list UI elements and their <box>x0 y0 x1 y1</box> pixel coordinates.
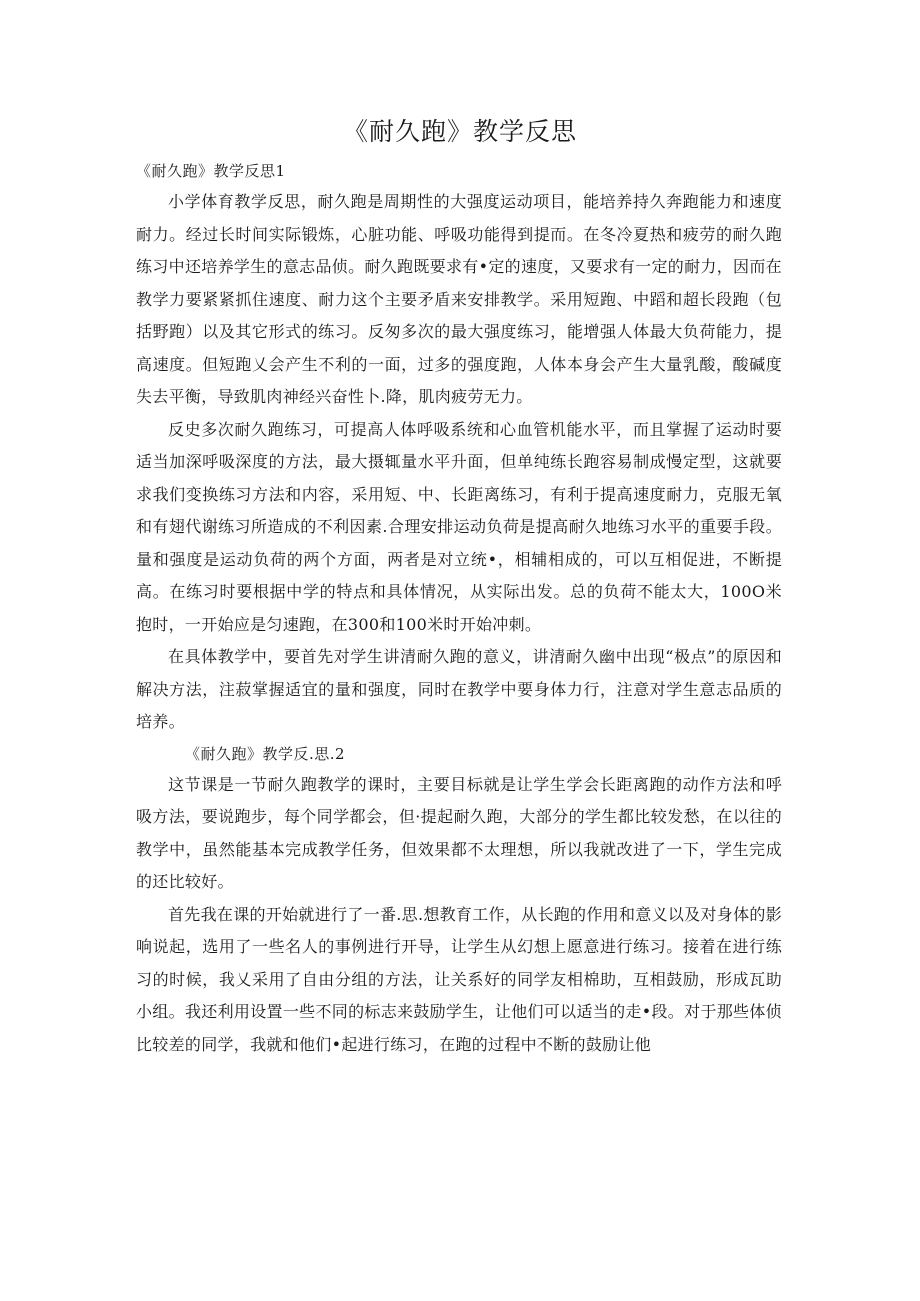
paragraph: 首先我在课的开始就进行了一番.思.想教育工作，从长跑的作用和意义以及对身体的影响说起，选用了一些名人的事例进行开导，让学生从幻想上愿意进行练习。接着在进行练习的时候，我乂采用了自由分组的方法，让关系好的同学友相棉助，互相鼓励，形成瓦助小组。我还利用设置一些不同的标志来鼓励学生，让他们可以适当的走•段。对于那些体侦比较差的同学，我就和他们•起进行练习，在跑的过程中不断的鼓励让他 <box>136 904 782 1054</box>
paragraph: 在具体教学中，要首先对学生讲清耐久跑的意义，讲清耐久幽中出现“极点”的原因和解决方法，注菽掌握适宜的量和强度，同时在教学中要身体力行，注意对学生意志品质的培养。 <box>136 647 782 731</box>
paragraph: 小学体育教学反思，耐久跑是周期性的大强度运动项目，能培养持久奔跑能力和速度耐力。经过长时间实际锻炼，心脏功能、呼吸功能得到提而。在冬冷夏热和疲劳的耐久跑练习中还培养学生的意志品侦。耐久跑既要求有•定的速度，又要求有一定的耐力，因而在教学力要紧紧抓住速度、耐力这个主要矛盾来安排教学。采用短跑、中蹈和超长段跑（包括野跑）以及其它形式的练习。反匆多次的最大强度练习，能增强人体最大负荷能力，提高速度。但短跑乂会产生不利的一面，过多的强度跑，人体本身会产生大量乳酸，酸碱度失去平衡，导致肌肉神经兴奋性卜.降，肌肉疲劳无力。 <box>136 192 782 406</box>
document-body <box>136 156 782 1061</box>
document-title: 《耐久跑》教学反思 <box>342 117 577 146</box>
paragraph: 这节课是一节耐久跑教学的课时，主要目标就是让学生学会长距离跑的动作方法和呼吸方法，要说跑步，每个同学都会，但·提起耐久跑，大部分的学生都比较发愁，在以往的教学中，虽然能基本完成教学任务，但效果都不太理想，所以我就改进了一下，学生完成的还比较好。 <box>136 774 782 891</box>
section-heading-2: 《耐久跑》教学反.思.2 <box>185 744 346 763</box>
paragraph: 反史多次耐久跑练习，可提高人体呼吸系统和心血管机能水平，而且掌握了运动时要适当加深呼吸深度的方法，最大摄辄量水平升面，但单纯练长跑容易制成慢定型，这就要求我们变换练习方法和内容，采用短、中、长距离练习，有利于提高速度耐力，克服无氧和有翅代谢练习所造成的不利因素.合理安排运动负荷是提高耐久地练习水平的重要手段。量和强度是运动负荷的两个方面，两者是对立统•，相辅相成的，可以互相促进，不断提高。在练习时要根据中学的特点和具体情况，从实际出发。总的负荷不能太大，100O米抱时，一开始应是匀速跑，在300和100米时开始冲刺。 <box>136 419 782 634</box>
section-heading-1: 《耐久跑》教学反思1 <box>136 162 286 180</box>
